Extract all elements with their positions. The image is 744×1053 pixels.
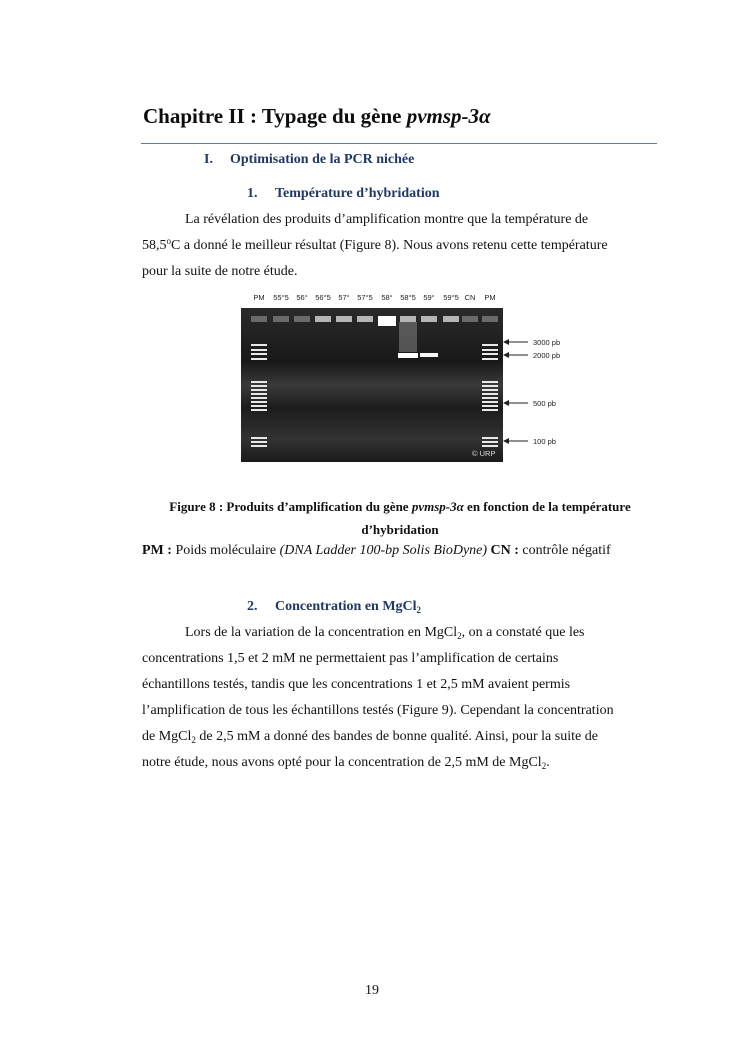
section-heading — [204, 152, 414, 168]
para2-line3: échantillons testés, tandis que les concentrations 1 et 2,5 mM avaient permis — [142, 677, 571, 692]
gel-well — [273, 316, 289, 322]
gel-well — [315, 316, 331, 322]
ladder-band — [482, 441, 498, 443]
lane-label: 58°5 — [400, 293, 416, 302]
ladder-band — [251, 397, 267, 399]
lane-label: PM — [484, 293, 496, 302]
ladder-band — [251, 358, 267, 360]
subsection-number-1: 1. — [247, 186, 258, 201]
sample-smear — [399, 322, 417, 352]
ladder-band — [251, 401, 267, 403]
sample-band — [420, 353, 438, 357]
ladder-band — [482, 385, 498, 387]
chapter-rule — [141, 143, 657, 144]
ladder-band — [482, 445, 498, 447]
gel-well — [336, 316, 352, 322]
para1-line1: La révélation des produits d’amplification montre que la température de — [185, 212, 589, 227]
ladder-band — [482, 358, 498, 360]
lane-label: PM — [253, 293, 265, 302]
para1-line3: pour la suite de notre étude. — [142, 264, 298, 279]
lane-label: 59°5 — [443, 293, 459, 302]
para2-line2: concentrations 1,5 et 2 mM ne permettaient pas l’amplification de certains — [142, 651, 559, 666]
subsection-title-2: Concentration en MgCl$_2$ — [275, 599, 422, 615]
ladder-band — [251, 437, 267, 439]
para2-line1: Lors de la variation de la concentration en MgCl$_2$, on a constaté que les — [185, 625, 585, 641]
chapter-gene: pvmsp-3α — [406, 104, 491, 128]
chapter-title — [143, 104, 491, 129]
ladder-band — [482, 381, 498, 383]
ladder-band — [482, 349, 498, 351]
marker-label: 3000 pb — [533, 338, 561, 347]
sample-band — [378, 316, 396, 326]
paragraph-hybridation — [142, 207, 656, 285]
gel-well — [357, 316, 373, 322]
subsection-heading-1 — [247, 186, 440, 202]
marker-label: 500 pb — [533, 399, 556, 408]
ladder-band — [482, 344, 498, 346]
para2-line5: de MgCl$_2$ de 2,5 mM a donné des bandes de bonne qualité. Ainsi, pour la suite de — [142, 729, 598, 745]
gel-figure — [241, 289, 601, 462]
ladder-band — [251, 389, 267, 391]
gel-well — [400, 316, 416, 322]
lane-label: 59° — [423, 293, 435, 302]
subsection-number-2: 2. — [247, 599, 258, 614]
sample-band — [398, 353, 418, 358]
lane-label: 56°5 — [315, 293, 331, 302]
ladder-band — [251, 381, 267, 383]
ladder-band — [482, 409, 498, 411]
ladder-band — [251, 441, 267, 443]
lane-label: 56° — [296, 293, 308, 302]
ladder-band — [482, 401, 498, 403]
ladder-band — [482, 397, 498, 399]
ladder-band — [251, 385, 267, 387]
figure-caption — [142, 495, 658, 541]
lane-label: 55°5 — [273, 293, 289, 302]
gel-well — [251, 316, 267, 322]
para2-line6: notre étude, nous avons opté pour la concentration de 2,5 mM de MgCl$_2$. — [142, 755, 550, 771]
lane-label: CN — [464, 293, 476, 302]
gel-well — [421, 316, 437, 322]
ladder-band — [251, 445, 267, 447]
ladder-band — [251, 344, 267, 346]
ladder-band — [482, 393, 498, 395]
lane-label: 57° — [338, 293, 350, 302]
ladder-band — [482, 353, 498, 355]
ladder-band — [251, 353, 267, 355]
para2-line4: l’amplification de tous les échantillons testés (Figure 9). Cependant la concentration — [142, 703, 614, 718]
ladder-band — [251, 405, 267, 407]
ladder-band — [251, 409, 267, 411]
section-number: I. — [204, 152, 213, 167]
gel-copyright: © URP — [472, 449, 496, 458]
page-number: 19 — [365, 983, 379, 998]
caption-line2: d’hybridation — [361, 522, 439, 537]
ladder-band — [482, 405, 498, 407]
lane-label: 58° — [381, 293, 393, 302]
ladder-band — [482, 437, 498, 439]
section-title: Optimisation de la PCR nichée — [230, 152, 415, 167]
subsection-heading-2 — [247, 599, 421, 615]
gel-well — [482, 316, 498, 322]
marker-label: 2000 pb — [533, 351, 561, 360]
ladder-band — [482, 389, 498, 391]
gel-well — [294, 316, 310, 322]
lane-label: 57°5 — [357, 293, 373, 302]
figure-legend: PM : Poids moléculaire (DNA Ladder 100-bp Solis BioDyne) CN : contrôle négatif — [142, 543, 611, 558]
ladder-band — [251, 349, 267, 351]
subsection-title-1: Température d’hybridation — [275, 186, 440, 201]
para1-line2: 58,5$^o$C a donné le meilleur résultat (Figure 8). Nous avons retenu cette température — [142, 236, 608, 253]
caption-line1: Figure 8 : Produits d’amplification du gène pvmsp-3α en fonction de la température — [169, 499, 631, 514]
gel-well — [462, 316, 478, 322]
ladder-band — [251, 393, 267, 395]
marker-label: 100 pb — [533, 437, 556, 446]
chapter-title-text: Chapitre II : Typage du gène — [143, 104, 402, 128]
gel-image — [241, 308, 503, 462]
gel-well — [443, 316, 459, 322]
paragraph-mgcl2 — [142, 620, 656, 776]
